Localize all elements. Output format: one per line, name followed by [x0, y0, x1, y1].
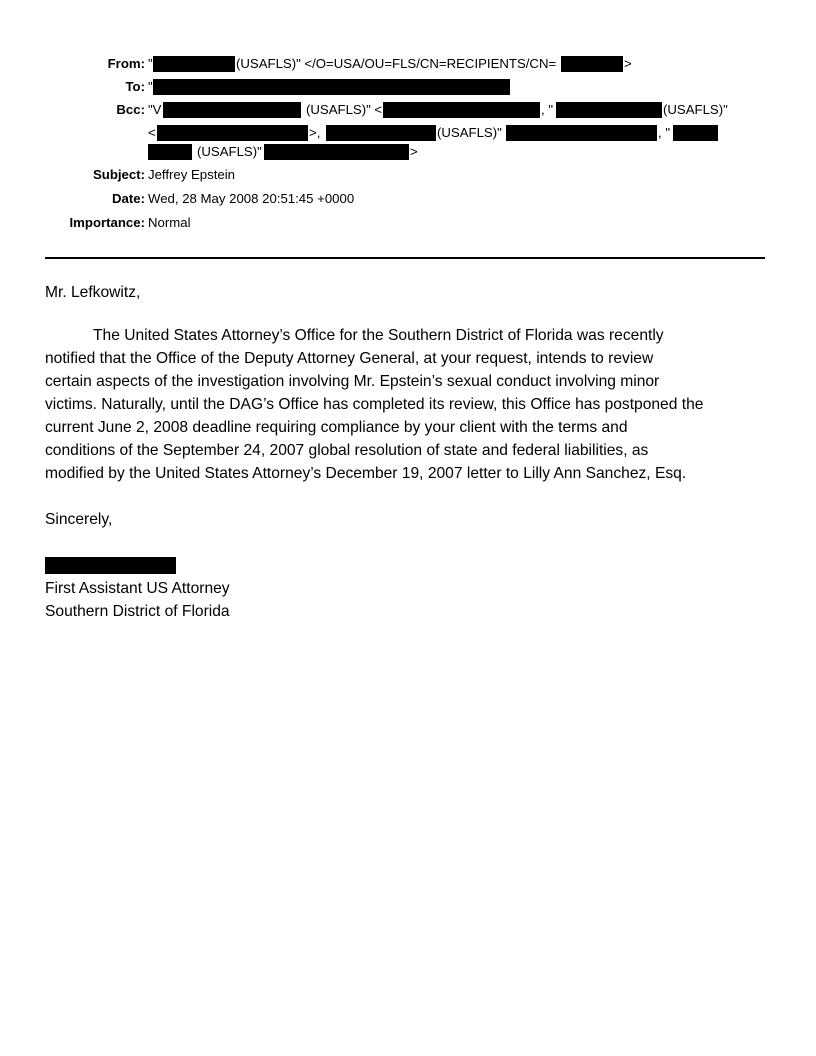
paragraph-line: conditions of the September 24, 2007 global resolution of state and federal liabilities, as: [45, 442, 649, 459]
bcc-text: , ": [658, 125, 671, 140]
redaction: [561, 56, 623, 72]
signature-office: Southern District of Florida: [45, 603, 230, 620]
redaction: [506, 125, 657, 141]
from-text: (USAFLS)" </O=USA/OU=FLS/CN=RECIPIENTS/CN=: [236, 56, 557, 71]
from-label: From:: [107, 56, 145, 71]
redaction: [148, 144, 192, 160]
bcc-text: >: [410, 144, 418, 159]
body-paragraph: [45, 324, 703, 485]
date-label: Date:: [112, 191, 145, 206]
bcc-text: (USAFLS)": [663, 102, 728, 117]
paragraph-line: The United States Attorney’s Office for the Southern District of Florida was recently: [93, 327, 664, 344]
from-text: >: [624, 56, 632, 71]
importance-row: [0, 214, 816, 232]
bcc-text: "V: [148, 102, 162, 117]
redaction: [556, 102, 662, 118]
to-label: To:: [125, 79, 145, 94]
redaction: [673, 125, 718, 141]
bcc-label: Bcc:: [116, 102, 145, 117]
bcc-text: <: [148, 125, 156, 140]
header-divider: [45, 257, 765, 259]
redaction: [163, 102, 301, 118]
paragraph-line: modified by the United States Attorney’s December 19, 2007 letter to Lilly Ann Sanchez, Esq.: [45, 465, 687, 482]
from-row: [0, 55, 816, 73]
redaction: [157, 125, 308, 141]
date-value: Wed, 28 May 2008 20:51:45 +0000: [148, 191, 355, 206]
signature-title: First Assistant US Attorney: [45, 580, 230, 597]
redaction: [153, 56, 235, 72]
importance-label: Importance:: [69, 215, 145, 230]
to-text: ": [148, 79, 153, 94]
bcc-row: [0, 101, 816, 119]
closing: Sincerely,: [45, 511, 113, 528]
salutation: Mr. Lefkowitz,: [45, 284, 141, 301]
paragraph-line: certain aspects of the investigation involving Mr. Epstein’s sexual conduct involving minor: [45, 373, 660, 390]
signature-redaction: [45, 557, 176, 574]
bcc-row-3: [0, 143, 816, 161]
redaction: [383, 102, 540, 118]
paragraph-line: current June 2, 2008 deadline requiring compliance by your client with the terms and: [45, 419, 628, 436]
to-row: [0, 78, 816, 96]
bcc-text: (USAFLS)": [437, 125, 502, 140]
redaction: [326, 125, 436, 141]
bcc-text: (USAFLS)": [197, 144, 262, 159]
bcc-text: , ": [541, 102, 554, 117]
importance-value: Normal: [148, 215, 191, 230]
redaction: [153, 79, 510, 95]
date-row: [0, 190, 816, 208]
from-text: ": [148, 56, 153, 71]
paragraph-line: victims. Naturally, until the DAG’s Office has completed its review, this Office has postponed the: [45, 396, 704, 413]
subject-value: Jeffrey Epstein: [148, 167, 235, 182]
redaction: [264, 144, 409, 160]
bcc-text: >,: [309, 125, 321, 140]
bcc-row-2: [0, 124, 816, 142]
subject-row: [0, 166, 816, 184]
paragraph-line: notified that the Office of the Deputy Attorney General, at your request, intends to review: [45, 350, 654, 367]
subject-label: Subject:: [92, 167, 145, 182]
bcc-text: (USAFLS)" <: [306, 102, 383, 117]
